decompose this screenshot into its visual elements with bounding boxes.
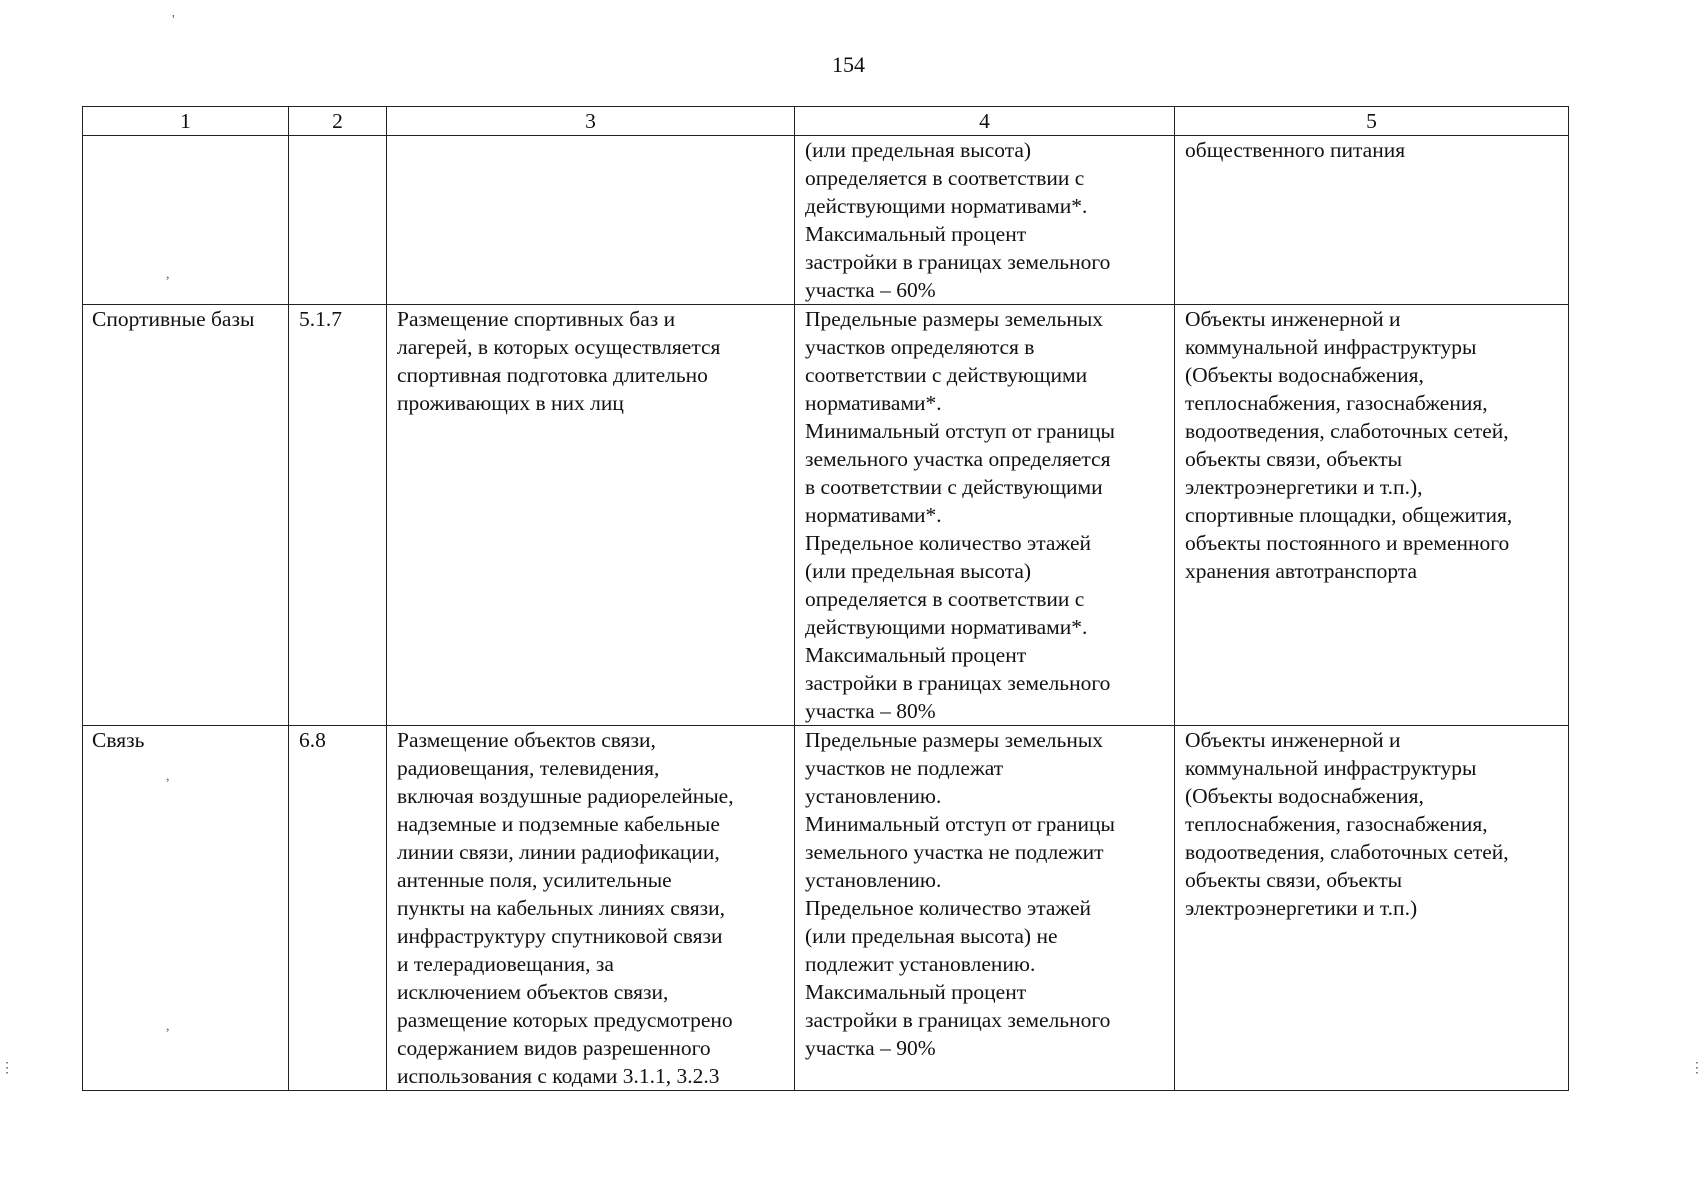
cell-text-line: хранения автотранспорта bbox=[1185, 559, 1418, 583]
cell-text-line: Объекты инженерной и bbox=[1185, 307, 1401, 331]
cell-text-line: определяется в соответствии с bbox=[805, 587, 1085, 611]
cell-text-line: пункты на кабельных линиях связи, bbox=[397, 896, 725, 920]
cell-text-line: коммунальной инфраструктуры bbox=[1185, 335, 1477, 359]
cell-text-line: Максимальный процент bbox=[805, 643, 1027, 667]
table-row bbox=[83, 726, 1569, 1091]
cell-text-line: Максимальный процент bbox=[805, 980, 1027, 1004]
cell-text-line: участка – 60% bbox=[805, 278, 936, 302]
column-header-2: 2 bbox=[289, 107, 387, 136]
cell-text-line: застройки в границах земельного bbox=[805, 250, 1111, 274]
cell-text-line: (или предельная высота) bbox=[805, 138, 1032, 162]
cell-text-line: лагерей, в которых осуществляется bbox=[397, 335, 721, 359]
cell-text-line: содержанием видов разрешенного bbox=[397, 1036, 711, 1060]
cell-text-line: земельного участка не подлежит bbox=[805, 840, 1104, 864]
table-header-row bbox=[83, 107, 1569, 136]
cell-text-line: коммунальной инфраструктуры bbox=[1185, 756, 1477, 780]
cell-text-line: теплоснабжения, газоснабжения, bbox=[1185, 391, 1488, 415]
cell-text-line: Минимальный отступ от границы bbox=[805, 812, 1115, 836]
cell-text-line: водоотведения, слаботочных сетей, bbox=[1185, 419, 1509, 443]
activity-description-cell bbox=[387, 136, 795, 305]
cell-text-line: (Объекты водоснабжения, bbox=[1185, 784, 1424, 808]
cell-text-line: участков не подлежат bbox=[805, 756, 1004, 780]
cell-text-line: действующими нормативами*. bbox=[805, 194, 1088, 218]
cell-text-line: участка – 90% bbox=[805, 1036, 936, 1060]
cell-text: 6.8 bbox=[299, 728, 326, 752]
activity-name-cell bbox=[83, 136, 289, 305]
cell-text-line: Предельные размеры земельных bbox=[805, 728, 1104, 752]
cell-text-line: спортивные площадки, общежития, bbox=[1185, 503, 1513, 527]
cell-text-line: земельного участка определяется bbox=[805, 447, 1111, 471]
cell-text-line: (или предельная высота) bbox=[805, 559, 1032, 583]
cell-text-line: объекты постоянного и временного bbox=[1185, 531, 1510, 555]
activity-description-cell bbox=[387, 726, 795, 1091]
cell-text-line: надземные и подземные кабельные bbox=[397, 812, 720, 836]
cell-text-line: исключением объектов связи, bbox=[397, 980, 669, 1004]
activity-name-cell bbox=[83, 305, 289, 726]
limit-parameters-cell bbox=[795, 305, 1175, 726]
cell-text-line: линии связи, линии радиофикации, bbox=[397, 840, 720, 864]
cell-text-line: установлению. bbox=[805, 868, 942, 892]
cell-text: 5.1.7 bbox=[299, 307, 342, 331]
cell-text-line: Минимальный отступ от границы bbox=[805, 419, 1115, 443]
cell-text-line: включая воздушные радиорелейные, bbox=[397, 784, 734, 808]
cell-text-line: Максимальный процент bbox=[805, 222, 1027, 246]
cell-text-line: Предельное количество этажей bbox=[805, 896, 1092, 920]
cell-text-line: (или предельная высота) не bbox=[805, 924, 1058, 948]
activity-code-cell bbox=[289, 305, 387, 726]
cell-text-line: объекты связи, объекты bbox=[1185, 447, 1403, 471]
cell-text-line: антенные поля, усилительные bbox=[397, 868, 672, 892]
cell-text-line: проживающих в них лиц bbox=[397, 391, 624, 415]
cell-text-line: и телерадиовещания, за bbox=[397, 952, 614, 976]
page-number: 154 bbox=[832, 52, 865, 77]
auxiliary-uses-cell bbox=[1175, 726, 1569, 1091]
cell-text-line: (Объекты водоснабжения, bbox=[1185, 363, 1424, 387]
limit-parameters-cell bbox=[795, 136, 1175, 305]
cell-text-line: водоотведения, слаботочных сетей, bbox=[1185, 840, 1509, 864]
cell-text-line: размещение которых предусмотрено bbox=[397, 1008, 733, 1032]
cell-text-line: электроэнергетики и т.п.), bbox=[1185, 475, 1423, 499]
scan-mark: , bbox=[166, 1019, 170, 1034]
activity-code-cell bbox=[289, 726, 387, 1091]
cell-text-line: нормативами*. bbox=[805, 503, 942, 527]
cell-text-line: застройки в границах земельного bbox=[805, 1008, 1111, 1032]
cell-text-line: общественного питания bbox=[1185, 138, 1406, 162]
column-header-1: 1 bbox=[83, 107, 289, 136]
cell-text-line: радиовещания, телевидения, bbox=[397, 756, 660, 780]
cell-text-line: установлению. bbox=[805, 784, 942, 808]
limit-parameters-cell bbox=[795, 726, 1175, 1091]
cell-text-line: участков определяются в bbox=[805, 335, 1035, 359]
table-row bbox=[83, 305, 1569, 726]
cell-text: Связь bbox=[92, 728, 145, 752]
cell-text-line: застройки в границах земельного bbox=[805, 671, 1111, 695]
cell-text-line: определяется в соответствии с bbox=[805, 166, 1085, 190]
cell-text-line: участка – 80% bbox=[805, 699, 936, 723]
cell-text-line: Предельные размеры земельных bbox=[805, 307, 1104, 331]
table-row bbox=[83, 136, 1569, 305]
cell-text-line: использования с кодами 3.1.1, 3.2.3 bbox=[397, 1064, 720, 1088]
activity-description-cell bbox=[387, 305, 795, 726]
cell-text-line: в соответствии с действующими bbox=[805, 475, 1103, 499]
cell-text-line: Размещение объектов связи, bbox=[397, 728, 656, 752]
cell-text-line: инфраструктуру спутниковой связи bbox=[397, 924, 723, 948]
cell-text-line: теплоснабжения, газоснабжения, bbox=[1185, 812, 1488, 836]
cell-text-line: подлежит установлению. bbox=[805, 952, 1036, 976]
cell-text: Спортивные базы bbox=[92, 307, 255, 331]
cell-text-line: Размещение спортивных баз и bbox=[397, 307, 676, 331]
activity-name-cell bbox=[83, 726, 289, 1091]
cell-text-line: Объекты инженерной и bbox=[1185, 728, 1401, 752]
auxiliary-uses-cell bbox=[1175, 136, 1569, 305]
column-header-4: 4 bbox=[795, 107, 1175, 136]
cell-text-line: Предельное количество этажей bbox=[805, 531, 1092, 555]
scan-mark: , bbox=[166, 769, 170, 784]
cell-text-line: электроэнергетики и т.п.) bbox=[1185, 896, 1418, 920]
table-body bbox=[83, 136, 1569, 1091]
cell-text-line: действующими нормативами*. bbox=[805, 615, 1088, 639]
cell-text-line: соответствии с действующими bbox=[805, 363, 1088, 387]
column-header-3: 3 bbox=[387, 107, 795, 136]
scan-mark: ⋮ bbox=[0, 1061, 14, 1076]
cell-text-line: нормативами*. bbox=[805, 391, 942, 415]
regulations-table bbox=[82, 106, 1569, 1091]
column-header-5: 5 bbox=[1175, 107, 1569, 136]
scan-mark: ' bbox=[172, 13, 175, 28]
scan-mark: , bbox=[166, 267, 170, 282]
cell-text-line: объекты связи, объекты bbox=[1185, 868, 1403, 892]
scan-mark: ⋮ bbox=[1690, 1061, 1704, 1076]
auxiliary-uses-cell bbox=[1175, 305, 1569, 726]
cell-text-line: спортивная подготовка длительно bbox=[397, 363, 708, 387]
activity-code-cell bbox=[289, 136, 387, 305]
